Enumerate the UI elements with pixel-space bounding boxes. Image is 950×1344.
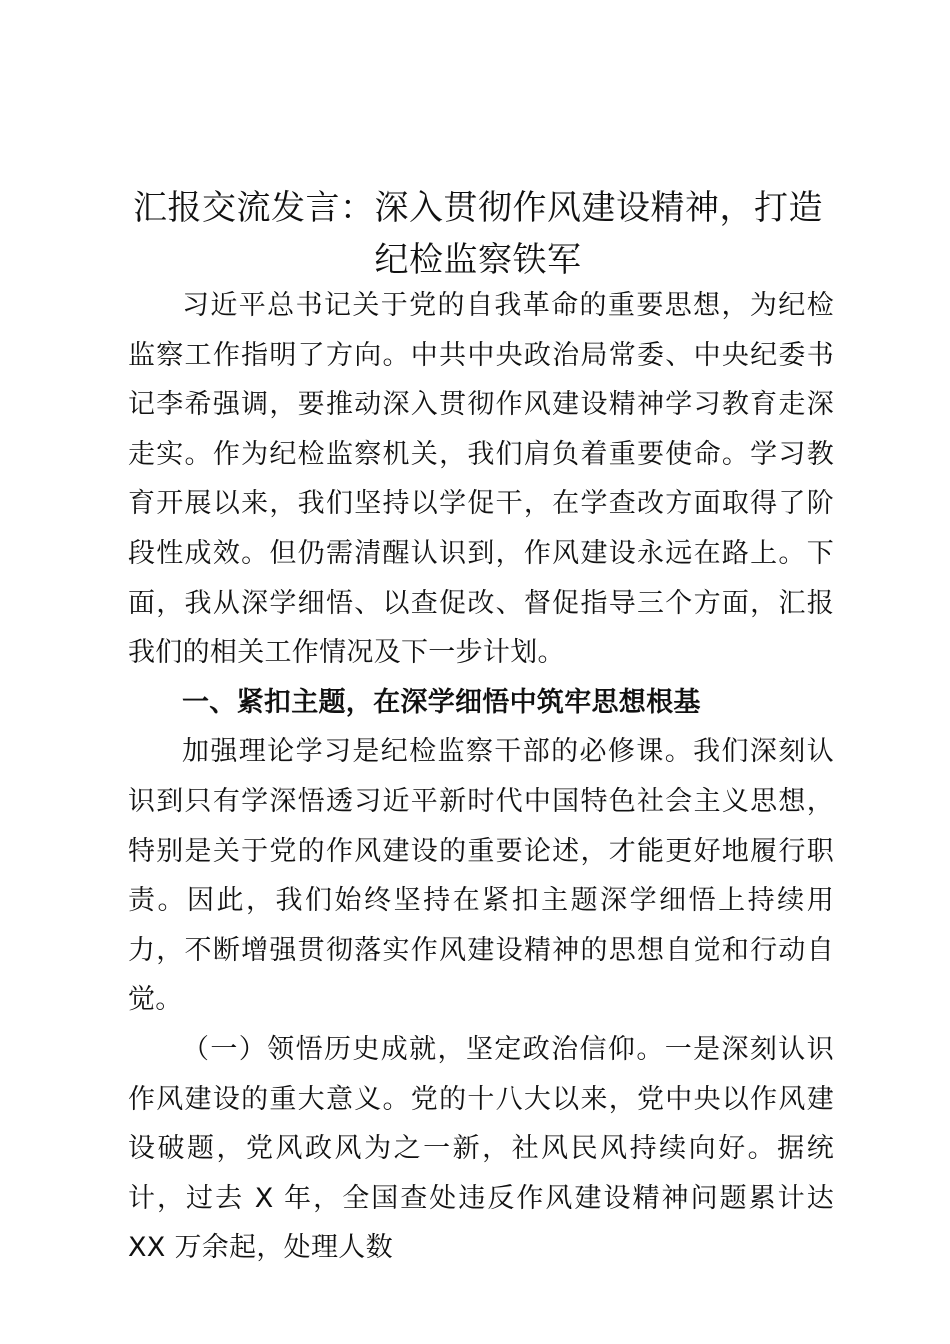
section-heading-1: 一、紧扣主题，在深学细悟中筑牢思想根基 — [182, 686, 701, 718]
section-1-paragraph: 加强理论学习是纪检监察干部的必修课。我们深刻认识到只有学深悟透习近平新时代中国特色社会主义思想，特别是关于党的作风建设的重要论述，才能更好地履行职责。因此，我们始终坚持在紧扣主题深学细悟上持续用力，不断增强贯彻落实作风建设精神的思想自觉和行动自觉。 — [128, 736, 834, 1016]
intro-paragraph: 习近平总书记关于党的自我革命的重要思想，为纪检监察工作指明了方向。中共中央政治局常委、中央纪委书记李希强调，要推动深入贯彻作风建设精神学习教育走深走实。作为纪检监察机关，我们肩负着重要使命。学习教育开展以来，我们坚持以学促干，在学查改方面取得了阶段性成效。但仍需清醒认识到，作风建设永远在路上。下面，我从深学细悟、以查促改、督促指导三个方面，汇报我们的相关工作情况及下一步计划。 — [128, 290, 834, 669]
subsection-1-paragraph: （一）领悟历史成就，坚定政治信仰。一是深刻认识作风建设的重大意义。党的十八大以来，党中央以作风建设破题，党风政风为之一新，社风民风持续向好。据统计，过去 X 年，全国查处违反作风建设精神问题累计达 XX 万余起，处理人数 — [128, 1033, 834, 1264]
document-body — [128, 281, 834, 1273]
document-title: 汇报交流发言：深入贯彻作风建设精神，打造纪检监察铁军 — [133, 188, 823, 280]
